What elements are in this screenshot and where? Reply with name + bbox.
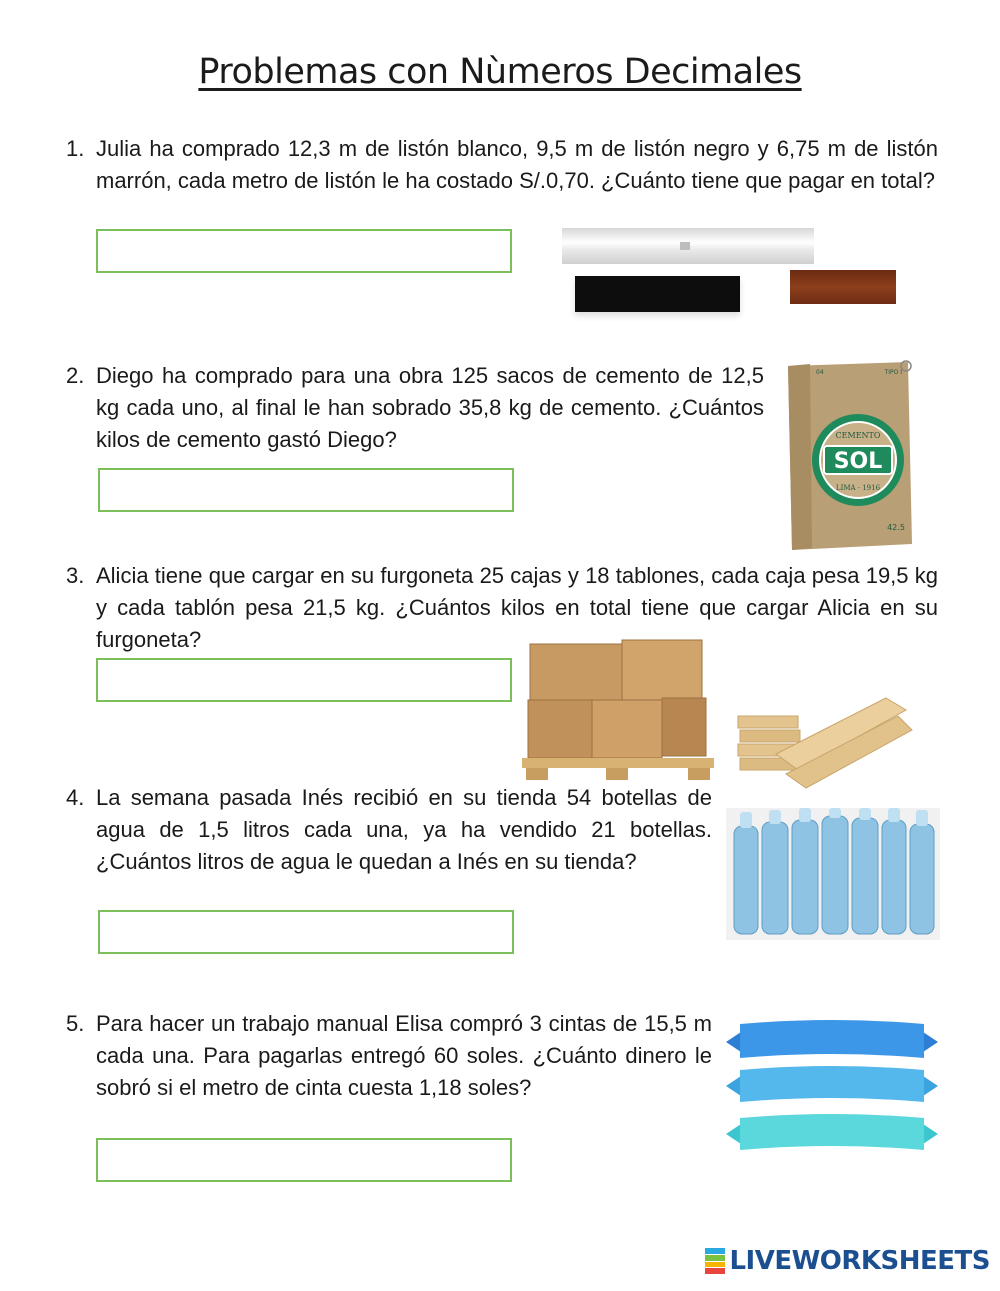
problem-text: Julia ha comprado 12,3 m de listón blanco, 9,5 m de listón negro y 6,75 m de listón marrón, cada metro de listón le ha costado S/.0,70. ¿Cuánto tiene que pagar en total? <box>96 136 938 193</box>
problem-2 <box>66 360 764 456</box>
problem-number: 4. <box>66 785 85 810</box>
problem-text: La semana pasada Inés recibió en su tienda 54 botellas de agua de 1,5 litros cada una, ya ha vendido 21 botellas. ¿Cuántos litros de agua le quedan a Inés en su tienda? <box>96 785 712 874</box>
problem-number: 2. <box>66 363 85 388</box>
problem-number: 1. <box>66 136 85 161</box>
black-ribbon-image <box>575 276 740 312</box>
cement-bag-image <box>784 358 916 552</box>
problem-number: 3. <box>66 563 85 588</box>
white-ribbon-image <box>562 228 814 264</box>
problem-text: Para hacer un trabajo manual Elisa compró 3 cintas de 15,5 m cada una. Para pagarlas entregó 60 soles. ¿Cuánto dinero le sobró si el metro de cinta cuesta 1,18 soles? <box>96 1011 712 1100</box>
answer-field-3[interactable] <box>96 658 512 702</box>
problem-4 <box>66 782 712 878</box>
problem-5 <box>66 1008 712 1104</box>
planks-image <box>716 658 916 792</box>
ribbon-banners-image <box>726 1014 938 1162</box>
cement-code-text: 04 <box>816 369 824 376</box>
cement-weight-text: 42.5 <box>887 523 905 532</box>
liveworksheets-logo <box>705 1247 990 1275</box>
answer-field-2[interactable] <box>98 468 514 512</box>
cement-brand-text: SOL <box>833 449 883 474</box>
problem-text: Alicia tiene que cargar en su furgoneta 25 cajas y 18 tablones, cada caja pesa 19,5 kg y cada tablón pesa 21,5 kg. ¿Cuántos kilos en total tiene que cargar Alicia en su furgoneta? <box>96 563 938 652</box>
problem-text: Diego ha comprado para una obra 125 sacos de cemento de 12,5 kg cada uno, al final le han sobrado 35,8 kg de cemento. ¿Cuántos kilos de cemento gastó Diego? <box>96 363 764 452</box>
cement-product-text: CEMENTO <box>835 431 881 440</box>
cement-type-text: TIPO I <box>884 369 902 376</box>
problem-3 <box>66 560 938 656</box>
problem-1 <box>66 133 938 197</box>
cement-city-text: LIMA · 1916 <box>835 484 881 492</box>
problem-number: 5. <box>66 1011 85 1036</box>
answer-field-4[interactable] <box>98 910 514 954</box>
answer-field-5[interactable] <box>96 1138 512 1182</box>
brand-name: LIVEWORKSHEETS <box>729 1246 990 1276</box>
boxes-pallet-image <box>520 636 716 786</box>
answer-field-1[interactable] <box>96 229 512 273</box>
liveworksheets-icon <box>705 1248 725 1274</box>
brown-ribbon-image <box>790 270 896 304</box>
page-title: Problemas con Nùmeros Decimales <box>198 52 802 92</box>
water-bottles-image <box>726 808 940 940</box>
